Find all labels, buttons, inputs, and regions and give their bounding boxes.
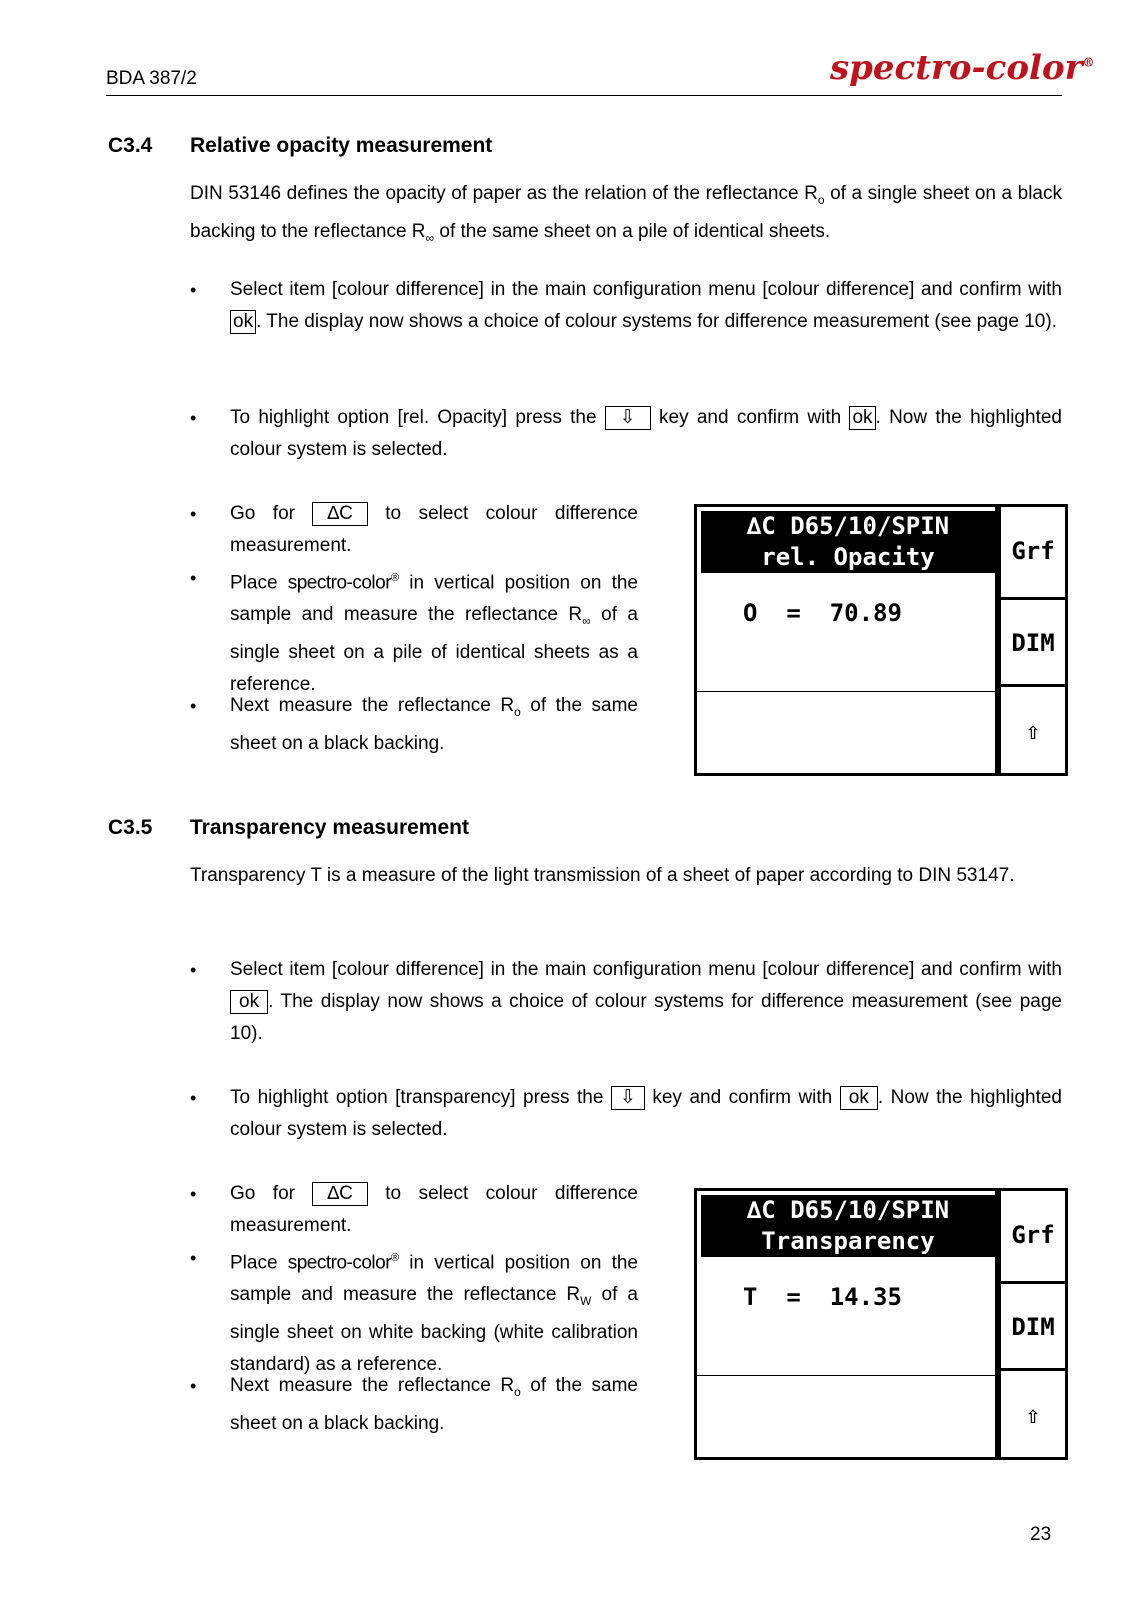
down-arrow-key-icon: ⇩ <box>605 406 651 430</box>
section-intro: DIN 53146 defines the opacity of paper as the relation of the reflectance $R_o$ of a single sheet on a black backing to the reflectance $R_\infty$ of the same sheet on a pile of identical sheets. <box>190 183 1062 245</box>
display-option-line: Transparency <box>761 1227 935 1255</box>
list-item: Select item [colour difference] in the main configuration menu [colour difference] and confirm with ok . The display now shows a choice of colour systems for difference measurement (see page 10). <box>230 959 1062 1044</box>
registered-mark: ® <box>1082 55 1095 70</box>
section-title: Transparency measurement <box>190 816 469 839</box>
instrument-display <box>694 1188 1068 1460</box>
ok-key: ok <box>849 406 875 430</box>
display-softkeys <box>998 504 1068 776</box>
list-item: Place spectro-color® in vertical position on the sample and measure the reflectance $R_W$ of a single sheet on white backing (white calibration standard) as a reference. <box>230 1252 638 1376</box>
list-item: Go for ∆C to select colour difference measurement. <box>230 503 638 556</box>
delta-c-key: ∆C <box>312 502 367 526</box>
header-rule <box>106 95 1062 96</box>
bullet-glyph: • <box>190 696 197 716</box>
bullet-glyph: • <box>190 1376 197 1396</box>
up-arrow-icon[interactable]: ⇧ <box>1025 717 1041 745</box>
display-measurement-value: T = 14.35 <box>743 1283 902 1311</box>
bullet-glyph: • <box>190 1248 197 1268</box>
bullet-glyph: • <box>190 960 197 980</box>
list-item: Next measure the reflectance $R_o$ of the same sheet on a black backing. <box>230 1375 638 1434</box>
ok-key: ok <box>230 310 256 334</box>
bullet-glyph: • <box>190 1184 197 1204</box>
display-mode-line: ∆C D65/10/SPIN <box>746 1196 950 1224</box>
graph-softkey[interactable]: Grf <box>1011 1221 1055 1249</box>
delta-c-key: ∆C <box>312 1182 367 1206</box>
up-arrow-icon[interactable]: ⇧ <box>1025 1401 1041 1429</box>
down-arrow-key-icon: ⇩ <box>611 1086 645 1110</box>
section-title: Relative opacity measurement <box>190 134 493 157</box>
bullet-glyph: • <box>190 1088 197 1108</box>
bullet-glyph: • <box>190 568 197 588</box>
document-id: BDA 387/2 <box>106 68 197 89</box>
graph-softkey[interactable]: Grf <box>1011 537 1055 565</box>
brand-logo <box>830 48 1095 88</box>
bullet-glyph: • <box>190 280 197 300</box>
display-divider <box>697 691 995 692</box>
display-screen <box>694 504 998 776</box>
dim-softkey[interactable]: DIM <box>1011 1313 1055 1341</box>
display-screen <box>694 1188 998 1460</box>
bullet-glyph: • <box>190 408 197 428</box>
section-intro: Transparency T is a measure of the light transmission of a sheet of paper according to DIN 53147. <box>190 865 1015 886</box>
list-item: Go for ∆C to select colour difference measurement. <box>230 1183 638 1236</box>
dim-softkey[interactable]: DIM <box>1011 629 1055 657</box>
softkey-separator <box>1001 684 1065 687</box>
list-item: Select item [colour difference] in the main configuration menu [colour difference] and confirm with ok . The display now shows a choice of colour systems for difference measurement (see page 10). <box>230 279 1062 332</box>
display-softkeys <box>998 1188 1068 1460</box>
softkey-separator <box>1001 1281 1065 1284</box>
ok-key: ok <box>840 1086 878 1110</box>
display-option-line: rel. Opacity <box>761 543 935 571</box>
section-number: C3.4 <box>108 134 153 157</box>
list-item: To highlight option [transparency] press the ⇩ key and confirm with ok . Now the highlighted colour system is selected. <box>230 1087 1062 1140</box>
display-header <box>701 1195 995 1257</box>
ok-key: ok <box>230 990 268 1014</box>
section-number: C3.5 <box>108 816 153 839</box>
display-measurement-value: O = 70.89 <box>743 599 902 627</box>
list-item: To highlight option [rel. Opacity] press the ⇩ key and confirm with ok . Now the highlighted colour system is selected. <box>230 407 1062 460</box>
page-number: 23 <box>1030 1524 1052 1545</box>
logo-text: spectro-color <box>830 48 1083 88</box>
display-header <box>701 511 995 573</box>
softkey-separator <box>1001 597 1065 600</box>
list-item: Place spectro-color® in vertical position on the sample and measure the reflectance $R_\infty$ of a single sheet on a pile of identical sheets as a reference. <box>230 572 638 696</box>
display-divider <box>697 1375 995 1376</box>
display-mode-line: ∆C D65/10/SPIN <box>746 512 950 540</box>
instrument-display <box>694 504 1068 776</box>
softkey-separator <box>1001 1368 1065 1371</box>
list-item: Next measure the reflectance $R_o$ of the same sheet on a black backing. <box>230 695 638 754</box>
bullet-glyph: • <box>190 504 197 524</box>
